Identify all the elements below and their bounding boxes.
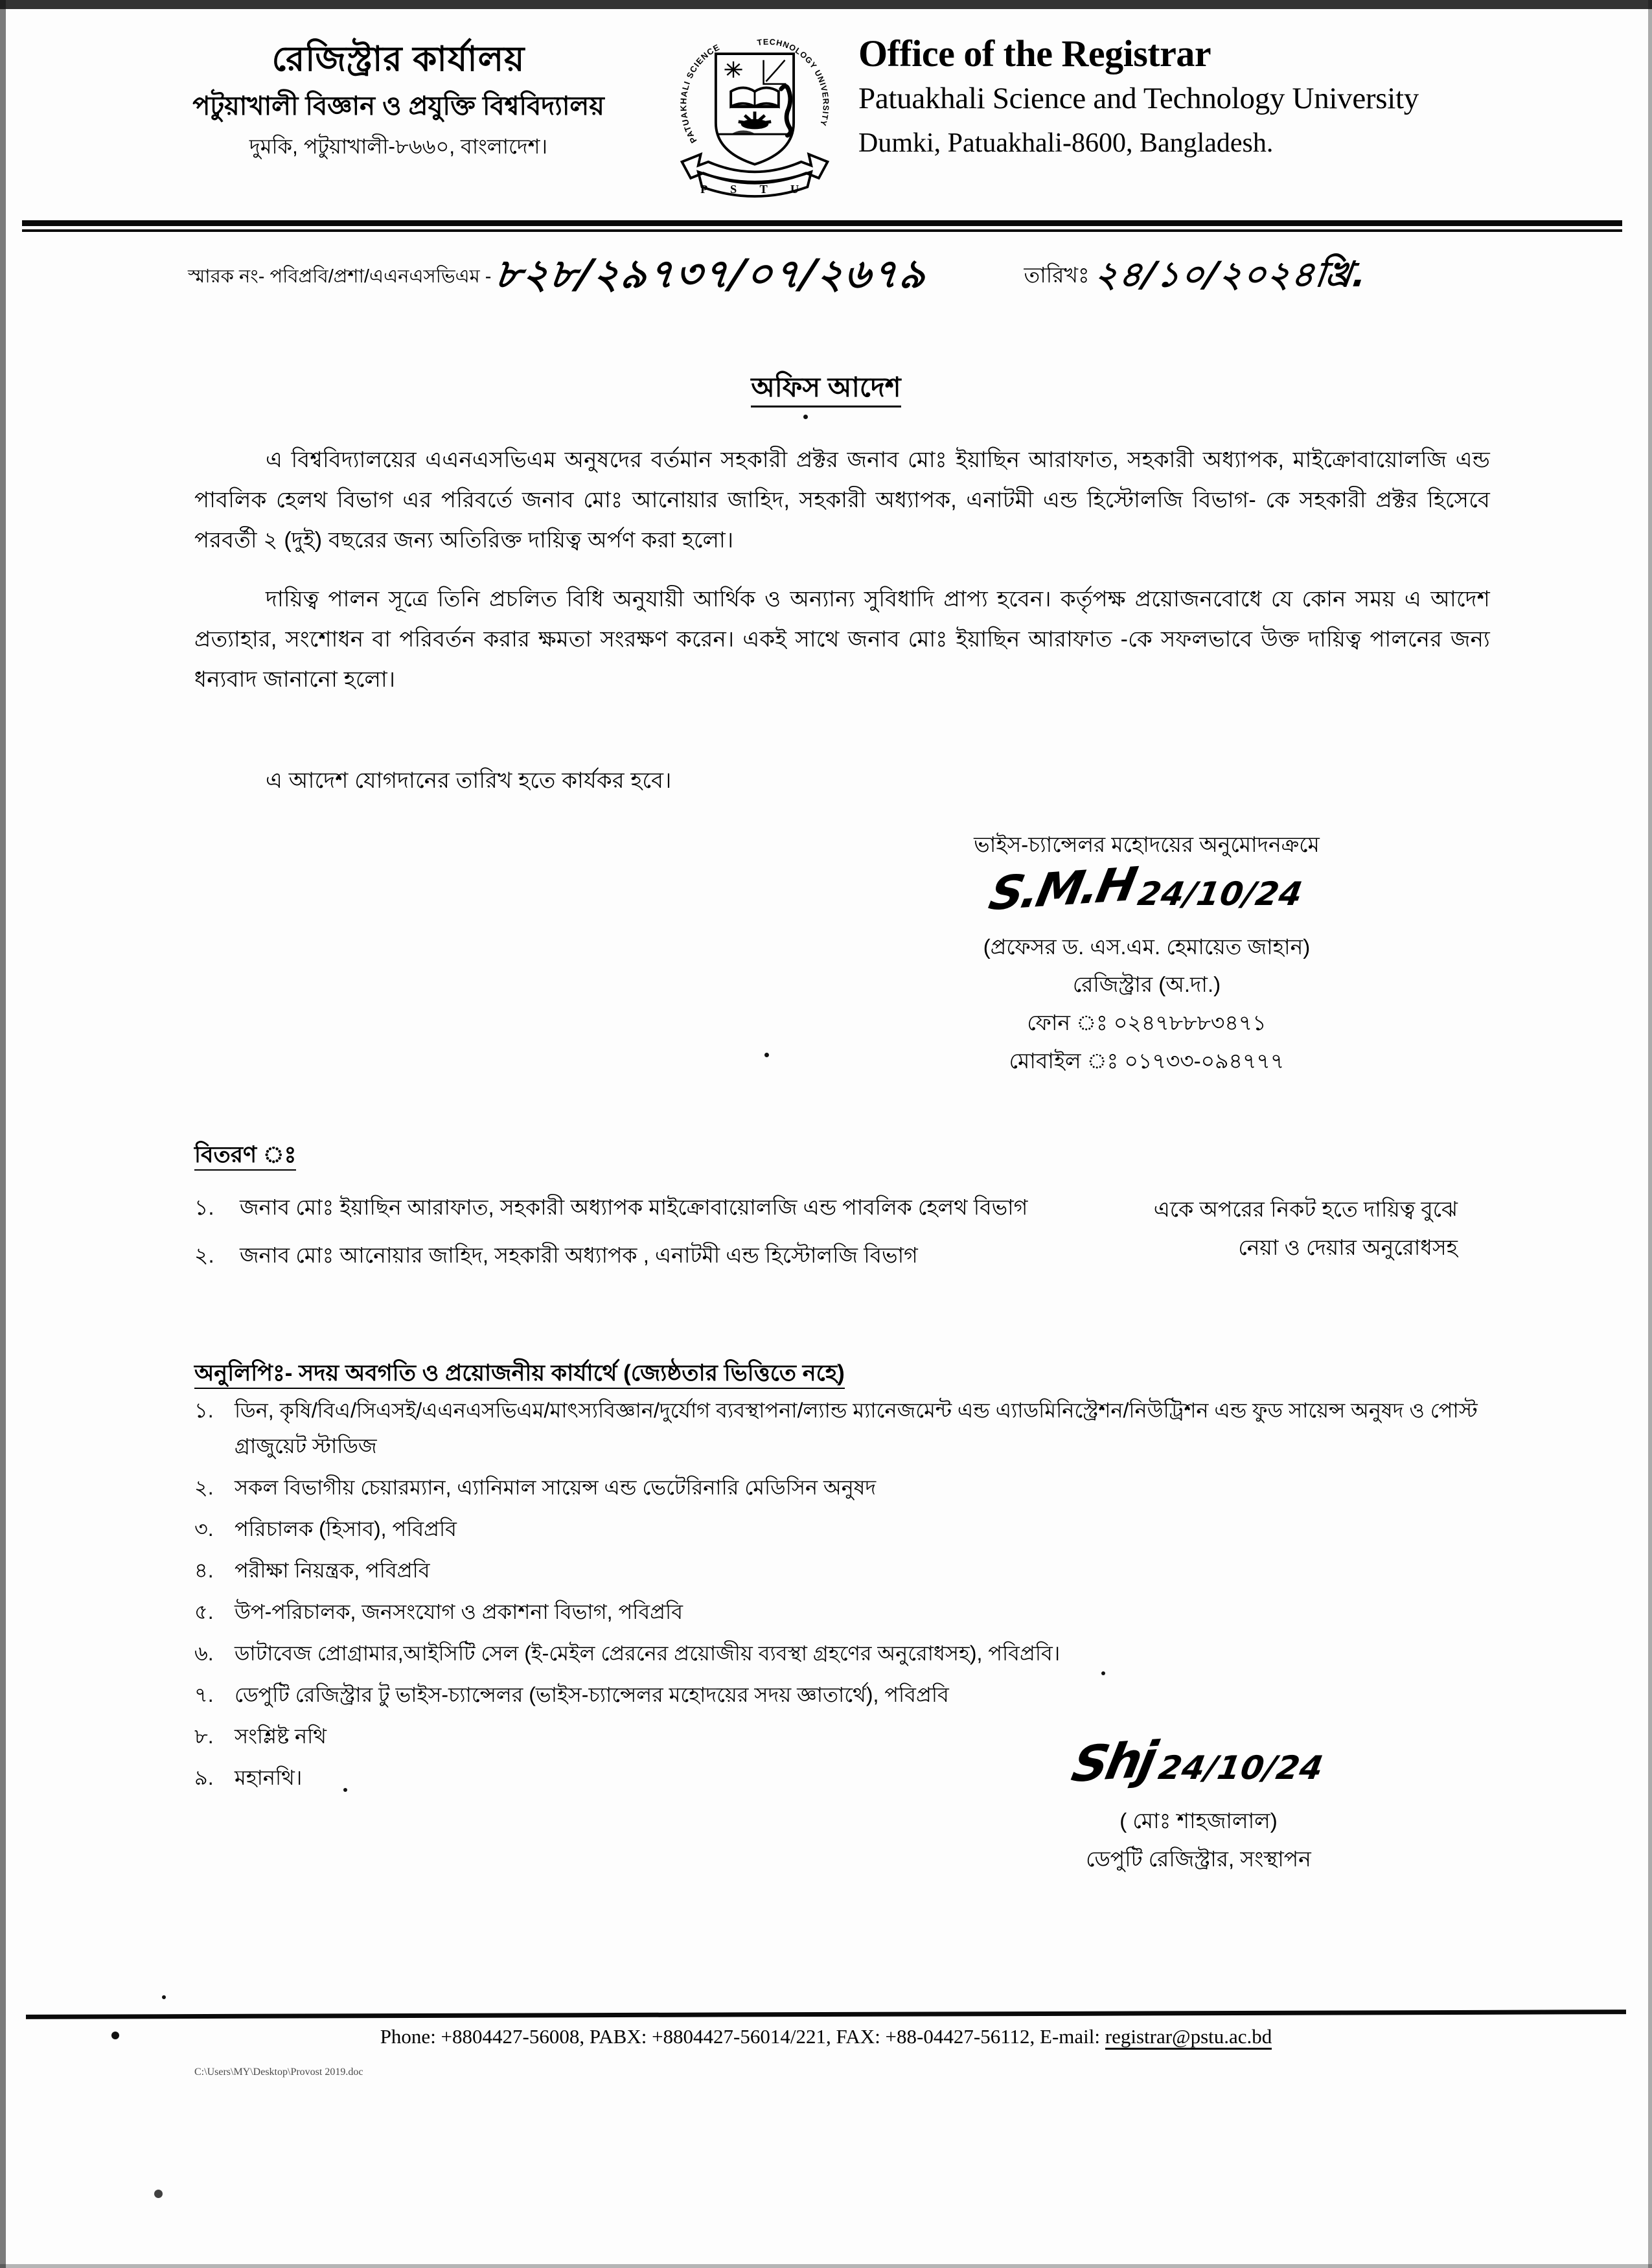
scan-edge-top [0,0,1652,9]
header-divider [22,220,1622,232]
footer-file-path: C:\Users\MY\Desktop\Provost 2019.doc [194,2067,363,2078]
scan-edge-left [0,0,6,2268]
footer-email-link[interactable]: registrar@pstu.ac.bd [1105,2025,1272,2050]
list-item-number: ৩. [194,1517,214,1541]
letterhead [0,25,1652,205]
list-item-number: ৭. [194,1683,214,1707]
distribution-heading-text: বিতরণ ঃ [194,1142,296,1171]
list-item-text: ডাটাবেজ প্রোগ্রামার,আইসিটি সেল (ই-মেইল প্রেরনের প্রয়োজীয় ব্যবস্থা গ্রহণের অনুরোধসহ), পবিপ্রবি। [235,1642,1061,1666]
list-item [194,1189,1069,1226]
letterhead-english-address: Dumki, Patuakhali-8600, Bangladesh. [858,128,1274,159]
list-item-text: ডিন, কৃষি/বিএ/সিএসই/এএনএসভিএম/মাৎস্যবিজ্ঞান/দুর্যোগ ব্যবস্থাপনা/ল্যান্ড ম্যানেজমেন্ট এন্ড এ্যাডমিনিস্ট্রেশন/নিউট্রিশন এন্ড ফুড সায়েন্স অনুষদ ও পোস্ট গ্রাজুয়েট স্টাডিজ [235,1399,1478,1458]
deputy-registrar-signature-block [907,1730,1490,1878]
distribution-heading [194,1137,296,1175]
scan-speck [764,1053,769,1057]
body-paragraph-2: দায়িত্ব পালন সূত্রে তিনি প্রচলিত বিধি অনুযায়ী আর্থিক ও অন্যান্য সুবিধাদি প্রাপ্য হবেন। কর্তৃপক্ষ প্রয়োজনবোধে যে কোন সময় এ আদেশ প্রত্যাহার, সংশোধন বা পরিবর্তন করার ক্ষমতা সংরক্ষণ করেন। একই সাথে জনাব মোঃ ইয়াছিন আরাফাত -কে সফলভাবে উক্ত দায়িত্ব পালনের জন্য ধন্যবাদ জানানো হলো। [194,587,1490,692]
memo-line [188,238,1548,305]
memo-number-label: স্মারক নং- পবিপ্রবি/প্রশা/এএনএসভিএম - [188,266,492,287]
list-item-number: ৪. [194,1559,214,1583]
registrar-signature-mark: S.M.H [984,856,1140,921]
list-item [194,1237,1069,1274]
list-item-text: সকল বিভাগীয় চেয়ারম্যান, এ্যানিমাল সায়েন্স এন্ড ভেটেরিনারি মেডিসিন অনুষদ [235,1476,877,1500]
distribution-handover-note [1095,1191,1458,1266]
deputy-registrar-designation: ডেপুটি রেজিস্ট্রার, সংস্থাপন [1086,1846,1311,1871]
list-item-number: ৮. [194,1724,214,1748]
registrar-phone: ফোন ঃ ০২৪৭৮৮৮৩৪৭১ [1027,1011,1267,1035]
scan-edge-right [1648,0,1652,2268]
deputy-registrar-signature-mark: Shj [1067,1730,1160,1794]
footer-contact-prefix: Phone: +8804427-56008, PABX: +8804427-56014/221, FAX: +88-04427-56112, E-mail: [380,2025,1105,2048]
copies-heading [194,1355,845,1393]
scan-edge-bottom [0,2264,1652,2268]
list-item-text: পরীক্ষা নিয়ন্ত্রক, পবিপ্রবি [235,1559,430,1583]
deputy-registrar-signature-date: 24/10/24 [1156,1749,1327,1787]
deputy-registrar-name: ( মোঃ শাহজালাল) [1119,1809,1278,1833]
approval-line: ভাইস-চ্যান্সেলর মহোদয়ের অনুমোদনক্রমে [974,832,1320,856]
letterhead-bangla-university: পটুয়াখালী বিজ্ঞান ও প্রযুক্তি বিশ্ববিদ্যালয় [192,91,604,120]
registrar-mobile: মোবাইল ঃ ০১৭৩৩-০৯৪৭৭৭ [1009,1048,1285,1073]
copies-heading-text: অনুলিপিঃ- সদয় অবগতি ও প্রয়োজনীয় কার্যার্থে (জ্যেষ্ঠতার ভিত্তিতে নহে) [194,1360,845,1389]
list-item [194,1677,1529,1713]
list-item-number: ৫. [194,1600,214,1624]
svg-text:TECHNOLOGY UNIVERSITY: TECHNOLOGY UNIVERSITY [756,37,831,128]
document-title-text: অফিস আদেশ [751,372,901,407]
memo-number-value: ৮২৮/২৯৭৩৭/০৭/২৬৭৯ [492,250,930,297]
crest-ribbon-letters: P S T U [700,183,809,196]
letterhead-english-university: Patuakhali Science and Technology University [858,81,1419,115]
list-item [194,1636,1529,1671]
body-paragraph-1: এ বিশ্ববিদ্যালয়ের এএনএসভিএম অনুষদের বর্তমান সহকারী প্রক্টর জনাব মোঃ ইয়াছিন আরাফাত, সহকারী অধ্যাপক, মাইক্রোবায়োলজি এন্ড পাবলিক হেলথ বিভাগ এর পরিবর্তে জনাব মোঃ আনোয়ার জাহিদ, সহকারী অধ্যাপক, এনাটমী এন্ড হিস্টোলজি বিভাগ- কে সহকারী প্রক্টর হিসেবে পরবর্তী ২ (দুই) বছরের জন্য অতিরিক্ত দায়িত্ব অর্পণ করা হলো। [194,448,1490,553]
letterhead-bangla-office: রেজিস্ট্রার কার্যালয় [271,40,525,78]
handover-note-line-1: একে অপরের নিকট হতে দায়িত্ব বুঝে [1153,1197,1458,1221]
letterhead-bangla [139,25,658,162]
registrar-signature-date: 24/10/24 [1135,875,1306,913]
scan-speck [803,415,808,419]
svg-text:PATUAKHALI SCIENCE: PATUAKHALI SCIENCE [678,41,722,145]
list-item-text: জনাব মোঃ ইয়াছিন আরাফাত, সহকারী অধ্যাপক মাইক্রোবায়োলজি এন্ড পাবলিক হেলথ বিভাগ [240,1195,1028,1219]
crest-icon [673,29,836,205]
registrar-name: (প্রফেসর ড. এস.এম. হেমায়েত জাহান) [983,934,1311,959]
list-item-text: জনাব মোঃ আনোয়ার জাহিদ, সহকারী অধ্যাপক , এনাটমী এন্ড হিস্টোলজি বিভাগ [240,1243,918,1267]
list-item-text: ডেপুটি রেজিস্ট্রার টু ভাইস-চ্যান্সেলর (ভাইস-চ্যান্সেলর মহোদয়ের সদয় জ্ঞাতার্থে), পবিপ্রবি [235,1683,949,1707]
document-title [0,366,1652,412]
list-item-number: ৯. [194,1766,214,1790]
list-item [194,1393,1529,1464]
memo-date-value: ২৪/১০/২০২৪খ্রি. [1092,254,1370,295]
university-crest-logo [658,25,852,205]
list-item-number: ১. [194,1399,214,1422]
letterhead-english-office: Office of the Registrar [858,32,1211,74]
page-bullet-mark [154,2190,163,2198]
list-item-number: ১. [194,1195,214,1219]
body-paragraph-3: এ আদেশ যোগদানের তারিখ হতে কার্যকর হবে। [266,768,672,793]
footer-contact-line [0,2025,1652,2048]
list-item [194,1553,1529,1588]
distribution-list [194,1189,1069,1285]
list-item-text: মহানথি। [235,1766,303,1790]
list-item-number: ২. [194,1243,214,1267]
letterhead-english [852,25,1513,161]
list-item-text: উপ-পরিচালক, জনসংযোগ ও প্রকাশনা বিভাগ, পবিপ্রবি [235,1600,683,1624]
letterhead-bangla-address: দুমকি, পটুয়াখালী-৮৬৬০, বাংলাদেশ। [249,134,548,158]
handover-note-line-2: নেয়া ও দেয়ার অনুরোধসহ [1238,1235,1458,1259]
registrar-designation: রেজিস্ট্রার (অ.দা.) [1072,972,1221,997]
registrar-signature-block [855,826,1438,1081]
list-item [194,1511,1529,1547]
list-item-number: ২. [194,1476,214,1500]
list-item-text: সংশ্লিষ্ট নথি [235,1724,327,1748]
scan-speck [162,1995,166,1999]
footer-divider [26,2010,1626,2019]
list-item-number: ৬. [194,1642,214,1666]
list-item-text: পরিচালক (হিসাব), পবিপ্রবি [235,1517,457,1541]
list-item [194,1470,1529,1506]
memo-date-label: তারিখঃ [1024,263,1090,287]
list-item [194,1594,1529,1630]
